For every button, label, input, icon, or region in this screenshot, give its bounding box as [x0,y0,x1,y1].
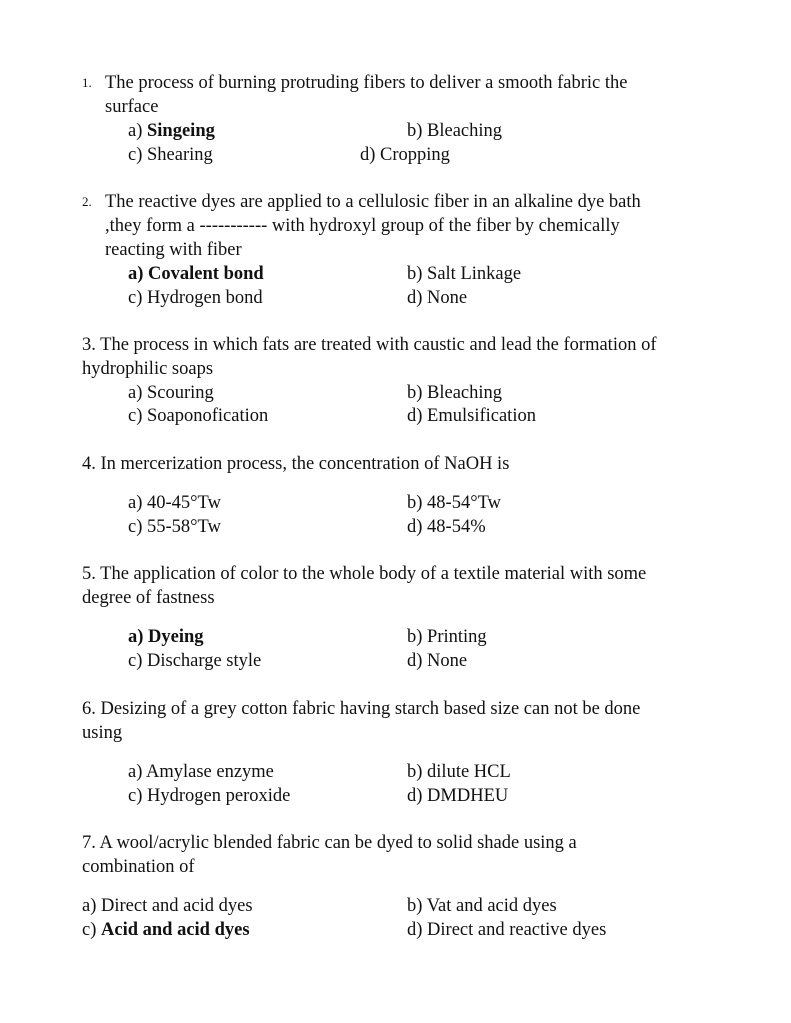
option-c: c) Shearing [128,145,213,165]
question-stem-line: 7. A wool/acrylic blended fabric can be dyed to solid shade using a [82,833,577,853]
question-stem-line: 4. In mercerization process, the concentration of NaOH is [82,454,510,474]
question-number: 2. [82,194,92,209]
answer-highlight: a) Dyeing [128,627,204,647]
question-stem-line: 3. The process in which fats are treated with caustic and lead the formation of [82,335,657,355]
option-d: d) Emulsification [407,406,536,426]
option-b: b) Salt Linkage [407,264,522,284]
question-stem-line: 6. Desizing of a grey cotton fabric having starch based size can not be done [82,699,641,719]
option-c [82,918,250,942]
option-a [128,625,204,649]
option-a [128,262,264,286]
option-d: d) Direct and reactive dyes [407,920,607,940]
question-number: 1. [82,75,92,90]
option-b: b) 48-54°Tw [407,493,501,513]
option-label: a) [128,121,147,141]
answer-highlight: Singeing [147,121,215,141]
option-a: a) 40-45°Tw [128,493,221,513]
option-b: b) dilute HCL [407,762,511,782]
answer-highlight: Acid and acid dyes [101,920,250,940]
question-stem-line: 5. The application of color to the whole body of a textile material with some [82,564,647,584]
option-a: a) Amylase enzyme [128,762,274,782]
option-label: c) [82,920,101,940]
option-d: d) DMDHEU [407,786,509,806]
question-stem-line: surface [105,97,159,117]
option-c: c) Hydrogen peroxide [128,786,291,806]
question-stem-line: The reactive dyes are applied to a cellulosic fiber in an alkaline dye bath [105,192,641,212]
option-c: c) 55-58°Tw [128,517,221,537]
option-c: c) Discharge style [128,651,262,671]
option-b: b) Bleaching [407,383,503,403]
option-d: d) Cropping [360,145,450,165]
option-d: d) None [407,651,468,671]
question-stem-line: reacting with fiber [105,240,242,260]
question-stem-line: combination of [82,857,195,877]
option-b: b) Bleaching [407,121,503,141]
option-d: d) None [407,288,468,308]
option-a [128,119,215,143]
option-b: b) Printing [407,627,487,647]
question-stem-line: using [82,723,123,743]
option-c: c) Hydrogen bond [128,288,263,308]
option-a: a) Direct and acid dyes [82,896,253,916]
option-a: a) Scouring [128,383,214,403]
question-stem-line: The process of burning protruding fibers to deliver a smooth fabric the [105,73,628,93]
question-stem-line: degree of fastness [82,588,215,608]
question-stem-line: hydrophilic soaps [82,359,214,379]
question-stem-line: ,they form a ----------- with hydroxyl group of the fiber by chemically [105,216,620,236]
option-b: b) Vat and acid dyes [407,896,557,916]
answer-highlight: a) Covalent bond [128,264,264,284]
option-d: d) 48-54% [407,517,486,537]
option-c: c) Soaponofication [128,406,269,426]
